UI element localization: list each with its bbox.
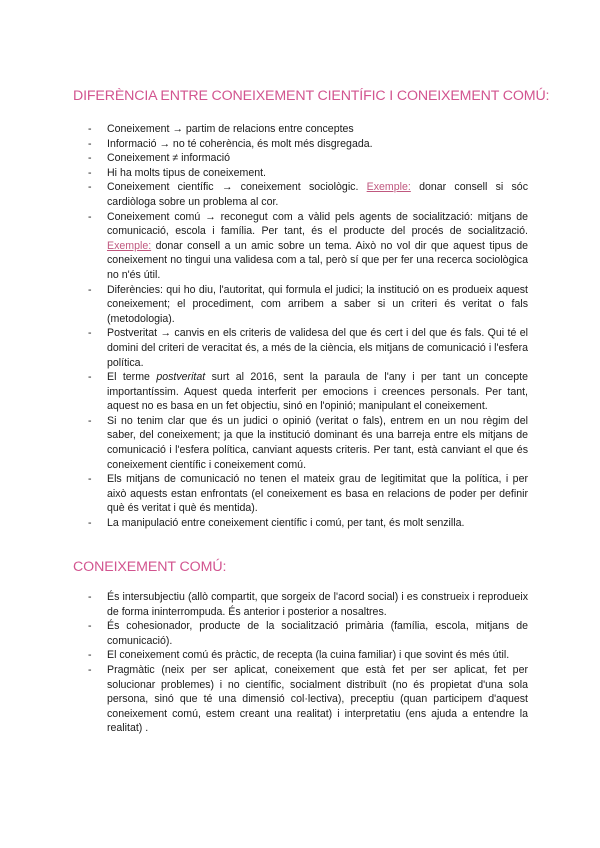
bullet-dash: - xyxy=(88,166,92,179)
list-item xyxy=(88,137,528,152)
example-label: Exemple: xyxy=(366,181,411,194)
bullet-dash: - xyxy=(88,327,92,340)
list-item xyxy=(88,151,528,166)
bullet-dash: - xyxy=(88,123,92,135)
bullet-dash: - xyxy=(88,371,92,384)
list-item xyxy=(88,122,528,137)
bullet-dash: - xyxy=(88,181,92,194)
list-item xyxy=(88,166,528,181)
item-text: Pragmàtic (neix per ser aplicat, coneixement que està fet per ser aplicat, fet per solucionar problemes) i no científic, socialment distribuït (no és propietat d'una sola persona, sinó que té una dimensió col·lectiva), preceptiu (quan participem d'aquest coneixement comú, estem creant una realitat) i interpretatiu (ens ajuda a entendre la realitat) . xyxy=(107,663,528,735)
item-text: Coneixement científic → coneixement sociològic. xyxy=(107,181,367,194)
item-text: Hi ha molts tipus de coneixement. xyxy=(107,166,266,179)
item-text: Si no tenim clar que és un judici o opinió (veritat o fals), entrem en un nou règim del saber, del coneixement; ja que la institució dominant és una barreja entre els mitjans de comunicació i l'esfera política, canviant aquests criteris. Per tant, està canviant el que és coneixement científic i coneixement comú. xyxy=(107,414,528,471)
emphasis-term: postveritat xyxy=(156,371,206,384)
bullet-dash: - xyxy=(88,414,92,427)
common-knowledge-list xyxy=(88,590,528,736)
bullet-dash: - xyxy=(88,473,92,486)
item-text: Postveritat → canvis en els criteris de validesa del que és cert i del que és fals. Qui té el domini del criteri de veracitat és, a més de la ciència, els mitjans de comunicació i l'esfera política. xyxy=(107,327,528,369)
item-text: És cohesionador, producte de la socialització primària (família, escola, mitjans de comunicació). xyxy=(107,620,528,647)
item-text: Diferències: qui ho diu, l'autoritat, qui formula el judici; la institució on es produeix aquest coneixement; el procediment, com arribem a saber si un criteri és veritat o fals (metodologia). xyxy=(107,283,528,325)
item-text: Coneixement comú → reconegut com a vàlid pels agents de socialització: mitjans de comunicació, escola i família. Per tant, és el producte del procés de socialització. xyxy=(107,210,528,238)
list-item xyxy=(88,619,528,648)
item-text: donar consell si sóc cardiòloga sobre un problema al cor. xyxy=(107,181,528,208)
list-item xyxy=(88,472,528,516)
bullet-dash: - xyxy=(88,663,92,676)
bullet-dash: - xyxy=(88,649,92,662)
item-text: Coneixement → partim de relacions entre conceptes xyxy=(107,123,354,135)
list-item xyxy=(88,414,528,472)
list-item xyxy=(88,370,528,414)
example-label: Exemple: xyxy=(107,239,152,252)
item-text: La manipulació entre coneixement científic i comú, per tant, és molt senzilla. xyxy=(107,517,465,530)
list-item xyxy=(88,283,528,327)
page-title: DIFERÈNCIA ENTRE CONEIXEMENT CIENTÍFIC I CONEIXEMENT COMÚ: xyxy=(73,88,550,104)
bullet-dash: - xyxy=(88,517,92,530)
bullet-dash: - xyxy=(88,591,92,603)
item-text: donar consell a un amic sobre un tema. Això no vol dir que aquest tipus de coneixement no tingui una validesa com a tal, però sí que per fer una recerca sociològica no n'és útil. xyxy=(107,239,528,281)
list-item xyxy=(88,326,528,370)
item-text: És intersubjectiu (allò compartit, que sorgeix de l'acord social) i es construeix i reprodueix de forma ininterrompuda. És anterior i posterior a nosaltres. xyxy=(107,591,528,618)
list-item xyxy=(88,648,528,663)
section-heading: CONEIXEMENT COMÚ: xyxy=(73,559,227,575)
list-item xyxy=(88,180,528,209)
list-item xyxy=(88,663,528,736)
bullet-dash: - xyxy=(88,620,92,633)
item-text: surt al 2016, sent la paraula de l'any i per tant un concepte importantíssim. Aquest queda interferit per emocions i creences personals. Per tant, aquest no es basa en un fet objectiu, sinó en l'opinió; manipulant el coneixement. xyxy=(107,371,528,413)
item-text: Els mitjans de comunicació no tenen el mateix grau de legitimitat que la política, i per això aquests estan enfrontats (el coneixement es basa en relacions de poder per definir què és veritat i què és mentida). xyxy=(107,473,528,515)
bullet-dash: - xyxy=(88,137,92,150)
bullet-dash: - xyxy=(88,210,92,223)
list-item xyxy=(88,590,528,619)
item-text: El terme xyxy=(107,371,157,384)
bullet-dash: - xyxy=(88,283,92,296)
list-item xyxy=(88,210,528,283)
item-text: El coneixement comú és pràctic, de recepta (la cuina familiar) i que sovint és més útil. xyxy=(107,649,510,662)
item-text: Informació → no té coherència, és molt més disgregada. xyxy=(107,137,373,150)
bullet-dash: - xyxy=(88,152,92,165)
item-text: Coneixement ≠ informació xyxy=(107,152,230,165)
science-vs-common-list xyxy=(88,122,528,531)
list-item xyxy=(88,516,528,531)
